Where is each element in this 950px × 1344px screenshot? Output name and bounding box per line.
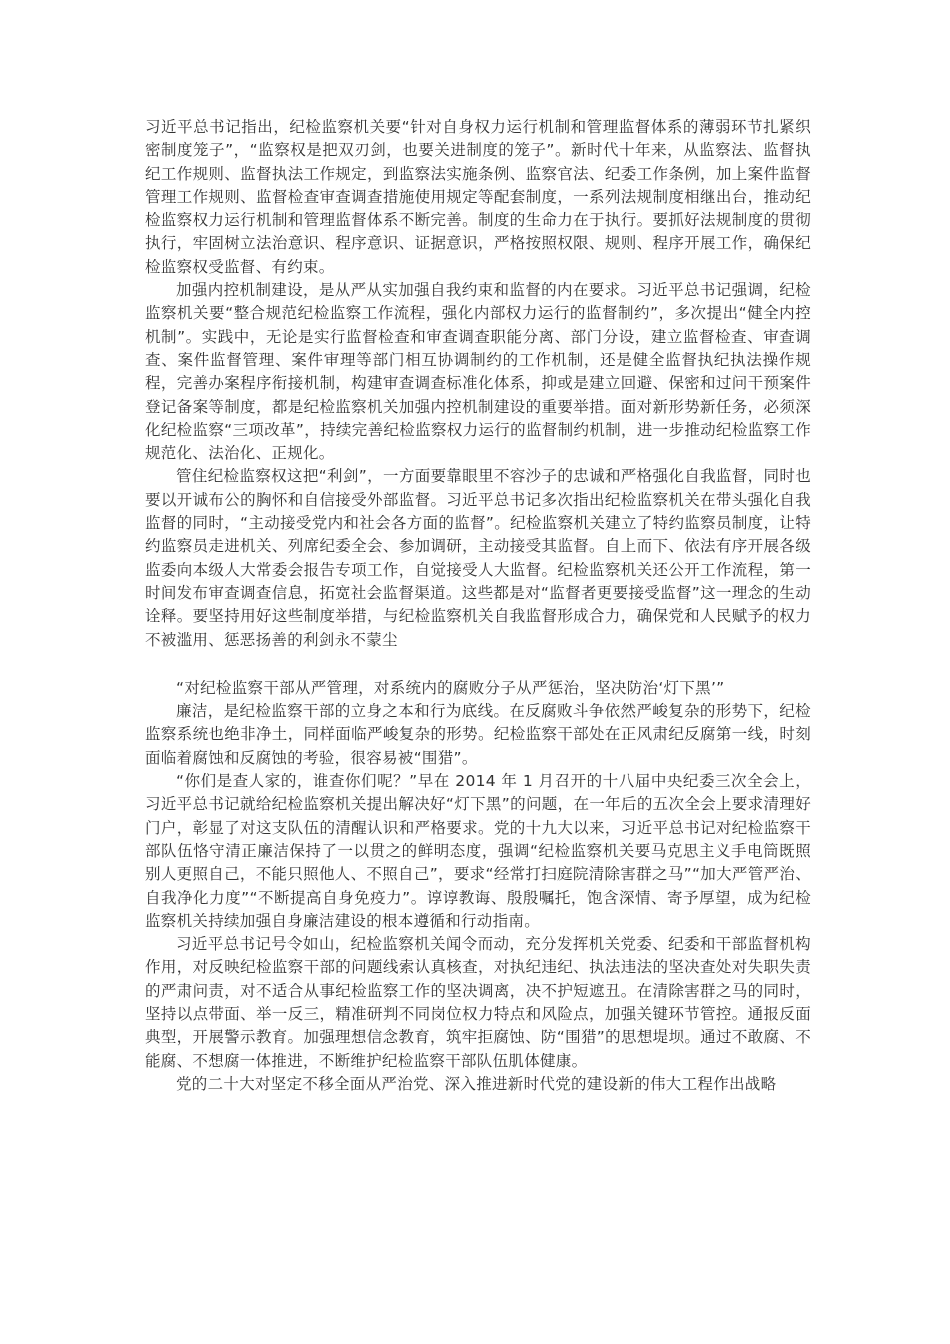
paragraph-continuation: 习近平总书记指出，纪检监察机关要“针对自身权力运行机制和管理监督体系的薄弱环节扎紧织密制度笼子”，“监察权是把双刃剑，也要关进制度的笼子”。新时代十年来，从监察法、监督执纪工作规则、监督执法工作规定，到监察法实施条例、监察官法、纪委工作条例，加上案件监督管理工作规则、监督检查审查调查措施使用规定等配套制度，一系列法规制度相继出台，推动纪检监察权力运行机制和管理监督体系不断完善。制度的生命力在于执行。要抓好法规制度的贯彻执行，牢固树立法治意识、程序意识、证据意识，严格按照权限、规则、程序开展工作，确保纪检监察权受监督、有约束。 [145,118,811,276]
paragraph: 廉洁，是纪检监察干部的立身之本和行为底线。在反腐败斗争依然严峻复杂的形势下，纪检监察系统也绝非净土，同样面临严峻复杂的形势。纪检监察干部处在正风肃纪反腐第一线，时刻面临着腐蚀和反腐蚀的考验，很容易被“围猎”。 [145,702,811,767]
paragraph: 习近平总书记号令如山，纪检监察机关闻令而动，充分发挥机关党委、纪委和干部监督机构作用，对反映纪检监察干部的问题线索认真核查，对执纪违纪、执法违法的坚决查处对失职失责的严肃问责，对不适合从事纪检监察工作的坚决调离，决不护短遮丑。在清除害群之马的同时，坚持以点带面、举一反三，精准研判不同岗位权力特点和风险点，加强关键环节管控。通报反面典型，开展警示教育。加强理想信念教育，筑牢拒腐蚀、防“围猎”的思想堤坝。通过不敢腐、不能腐、不想腐一体推进，不断维护纪检监察干部队伍肌体健康。 [145,935,811,1070]
paragraph: 管住纪检监察权这把“利剑”，一方面要靠眼里不容沙子的忠诚和严格强化自我监督，同时也要以开诚布公的胸怀和自信接受外部监督。习近平总书记多次指出纪检监察机关在带头强化自我监督的同时，“主动接受党内和社会各方面的监督”。纪检监察机关建立了特约监察员制度，让特约监察员走进机关、列席纪委全会、参加调研，主动接受其监督。自上而下、依法有序开展各级监委向本级人大常委会报告专项工作，自觉接受人大监督。纪检监察机关还公开工作流程，第一时间发布审查调查信息，拓宽社会监督渠道。这些都是对“监督者更要接受监督”这一理念的生动诠释。要坚持用好这些制度举措，与纪检监察机关自我监督形成合力，确保党和人民赋予的权力不被滥用、惩恶扬善的利剑永不蒙尘 [145,467,811,649]
document-text-column [145,116,811,1096]
paragraph: 加强内控机制建设，是从严从实加强自我约束和监督的内在要求。习近平总书记强调，纪检监察机关要“整合规范纪检监察工作流程，强化内部权力运行的监督制约”，多次提出“健全内控机制”。实践中，无论是实行监督检查和审查调查职能分离、部门分设，建立监督检查、审查调查、案件监督管理、案件审理等部门相互协调制约的工作机制，还是健全监督执纪执法操作规程，完善办案程序衔接机制，构建审查调查标准化体系，抑或是建立回避、保密和过问干预案件登记备案等制度，都是纪检监察机关加强内控机制建设的重要举措。面对新形势新任务，必须深化纪检监察“三项改革”，持续完善纪检监察权力运行的监督制约机制，进一步推动纪检监察工作规范化、法治化、正规化。 [145,281,811,463]
paragraph: “你们是查人家的，谁查你们呢？”早在 2014 年 1 月召开的十八届中央纪委三次全会上，习近平总书记就给纪检监察机关提出解决好“灯下黑”的问题，在一年后的五次全会上要求清理好门户，彰显了对这支队伍的清醒认识和严格要求。党的十九大以来，习近平总书记对纪检监察干部队伍恪守清正廉洁保持了一以贯之的鲜明态度，强调“纪检监察机关要马克思主义手电筒既照别人更照自己，不能只照他人、不照自己”，要求“经常打扫庭院清除害群之马”“加大严管严治、自我净化力度”“不断提高自身免疫力”。谆谆教诲、殷殷嘱托，饱含深情、寄予厚望，成为纪检监察机关持续加强自身廉洁建设的根本遵循和行动指南。 [145,772,811,930]
paragraph-partial: 党的二十大对坚定不移全面从严治党、深入推进新时代党的建设新的伟大工程作出战略 [176,1074,777,1093]
quote-heading: “对纪检监察干部从严管理，对系统内的腐败分子从严惩治，坚决防治‘灯下黑’” [176,678,725,697]
